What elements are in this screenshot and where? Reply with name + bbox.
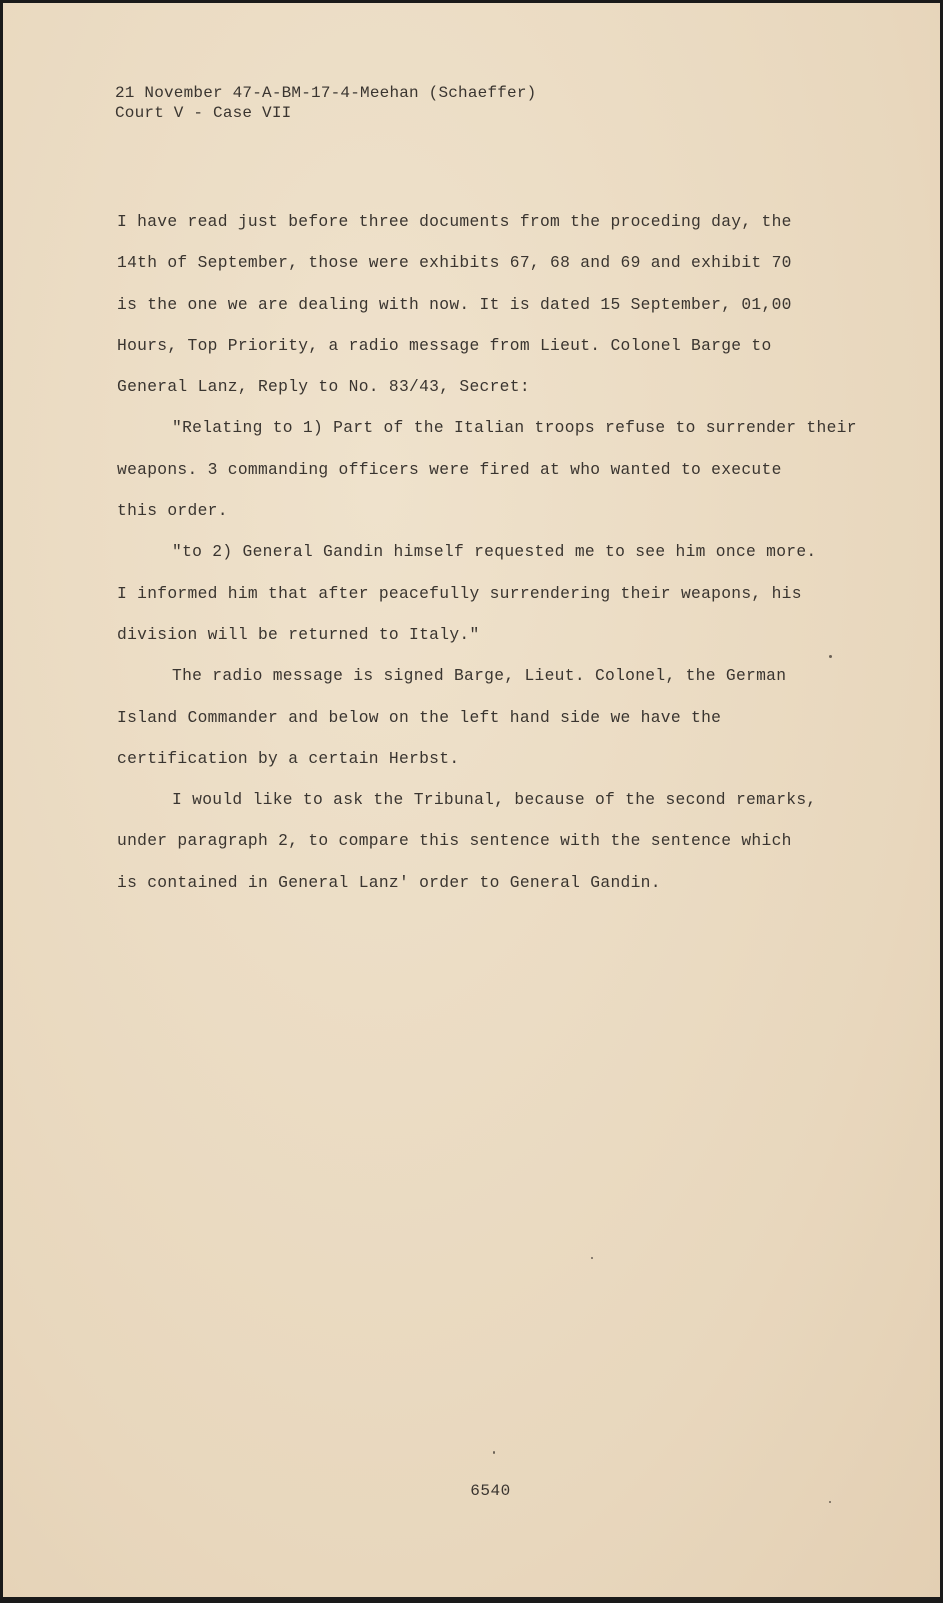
text-line: 14th of September, those were exhibits 67, 68 and 69 and exhibit 70 <box>117 253 792 273</box>
text-line: I would like to ask the Tribunal, because of the second remarks, <box>172 790 817 810</box>
document-page <box>3 3 940 1597</box>
text-line: I have read just before three documents from the proceding day, the <box>117 212 792 231</box>
text-line: under paragraph 2, to compare this sentence with the sentence which <box>117 831 792 851</box>
paper-speck <box>829 655 832 658</box>
text-line: Island Commander and below on the left hand side we have the <box>117 707 722 727</box>
text-line: this order. <box>117 501 228 521</box>
text-line: General Lanz, Reply to No. 83/43, Secret: <box>117 377 530 397</box>
text-line: "Relating to 1) Part of the Italian troops refuse to surrender their <box>172 418 857 438</box>
text-line: weapons. 3 commanding officers were fired at who wanted to execute <box>117 459 782 479</box>
paper-speck <box>591 1257 593 1259</box>
header-case-reference: 21 November 47-A-BM-17-4-Meehan (Schaeffer) <box>115 84 537 102</box>
text-line: I informed him that after peacefully surrendering their weapons, his <box>117 583 802 603</box>
text-line: "to 2) General Gandin himself requested me to see him once more. <box>172 542 817 562</box>
paper-speck <box>493 1451 495 1454</box>
text-line: The radio message is signed Barge, Lieut. Colonel, the German <box>172 666 787 686</box>
text-line: certification by a certain Herbst. <box>117 748 460 768</box>
text-line: is the one we are dealing with now. It is dated 15 September, 01,00 <box>117 294 792 314</box>
page-number: 6540 <box>470 1482 511 1500</box>
header-court: Court V - Case VII <box>115 104 292 122</box>
text-line: division will be returned to Italy." <box>117 624 480 644</box>
text-line: Hours, Top Priority, a radio message from Lieut. Colonel Barge to <box>117 335 772 355</box>
text-line: is contained in General Lanz' order to General Gandin. <box>117 872 661 892</box>
document-body <box>117 201 877 903</box>
paper-speck <box>829 1501 831 1503</box>
document-header <box>115 83 536 123</box>
